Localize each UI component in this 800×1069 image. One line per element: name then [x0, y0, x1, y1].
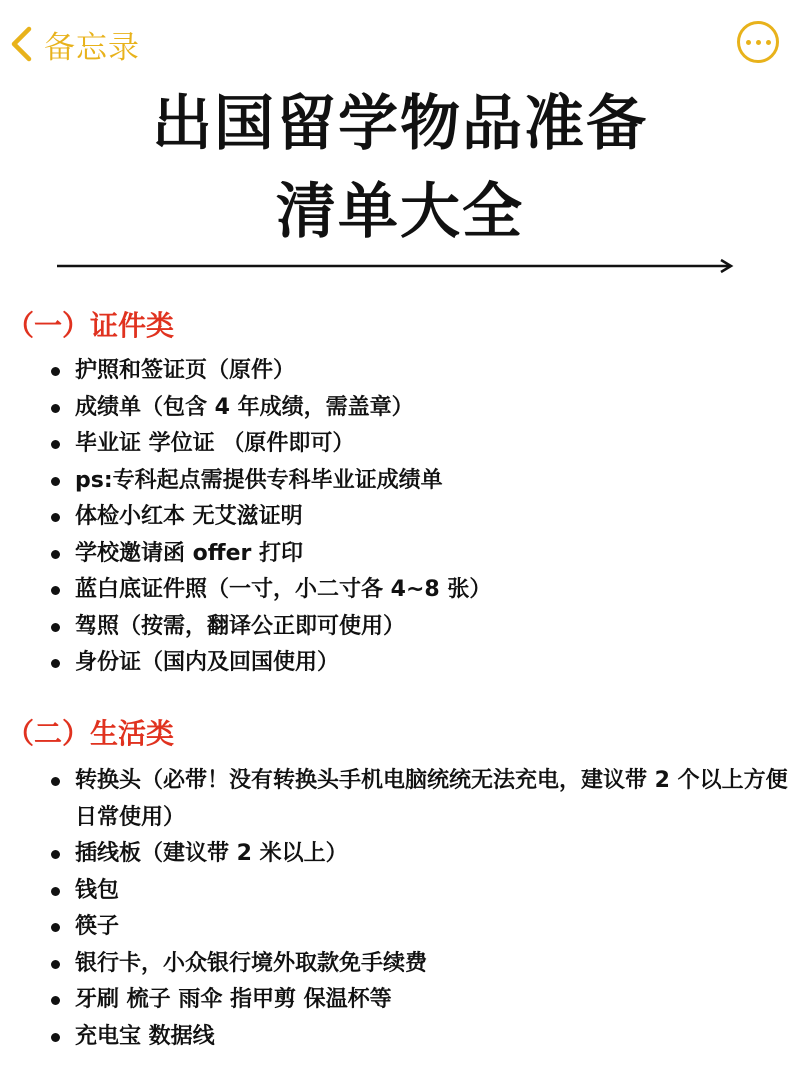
- bullet-icon: [51, 850, 60, 859]
- list-item: ps:专科起点需提供专科毕业证成绩单: [0, 463, 800, 500]
- more-options-button[interactable]: [737, 21, 779, 63]
- bullet-icon: [51, 513, 60, 522]
- top-bar: [0, 0, 800, 88]
- list-item: 身份证（国内及回国使用）: [0, 645, 800, 682]
- list-item: 牙刷 梳子 雨伞 指甲剪 保温杯等: [0, 982, 800, 1019]
- bullet-icon: [51, 923, 60, 932]
- list-item: 充电宝 数据线: [0, 1019, 800, 1056]
- section-heading-documents: （一）证件类: [6, 309, 175, 342]
- back-button[interactable]: [8, 20, 140, 68]
- bullet-icon: [51, 477, 60, 486]
- title-line-1: 出国留学物品准备: [152, 89, 648, 159]
- bullet-icon: [51, 623, 60, 632]
- list-item: 插线板（建议带 2 米以上）: [0, 836, 800, 873]
- list-item: 银行卡，小众银行境外取款免手续费: [0, 946, 800, 983]
- bullet-icon: [51, 404, 60, 413]
- back-label: 备忘录: [44, 29, 140, 66]
- bullet-icon: [51, 960, 60, 969]
- bullet-icon: [51, 1033, 60, 1042]
- arrow-divider: [57, 256, 737, 280]
- bullet-icon: [51, 887, 60, 896]
- bullet-icon: [51, 586, 60, 595]
- title-line-2: 清单大全: [276, 177, 524, 247]
- bullet-icon: [51, 550, 60, 559]
- bullet-icon: [51, 659, 60, 668]
- list-item: 学校邀请函 offer 打印: [0, 536, 800, 573]
- list-item: 毕业证 学位证 （原件即可）: [0, 426, 800, 463]
- section-heading-daily-life: （二）生活类: [6, 717, 175, 750]
- documents-list: [0, 353, 800, 682]
- chevron-left-icon: [8, 24, 34, 64]
- page-title: [0, 80, 800, 256]
- more-horizontal-icon: [746, 40, 751, 45]
- list-item: 筷子: [0, 909, 800, 946]
- list-item: 转换头（必带！没有转换头手机电脑统统无法充电，建议带 2 个以上方便日常使用）: [0, 763, 800, 836]
- bullet-icon: [51, 996, 60, 1005]
- list-item: 钱包: [0, 873, 800, 910]
- bullet-icon: [51, 367, 60, 376]
- list-item: 成绩单（包含 4 年成绩，需盖章）: [0, 390, 800, 427]
- daily-life-list: [0, 763, 800, 1055]
- bullet-icon: [51, 440, 60, 449]
- list-item: 蓝白底证件照（一寸，小二寸各 4~8 张）: [0, 572, 800, 609]
- list-item: 体检小红本 无艾滋证明: [0, 499, 800, 536]
- bullet-icon: [51, 777, 60, 786]
- list-item: 驾照（按需，翻译公正即可使用）: [0, 609, 800, 646]
- list-item: 护照和签证页（原件）: [0, 353, 800, 390]
